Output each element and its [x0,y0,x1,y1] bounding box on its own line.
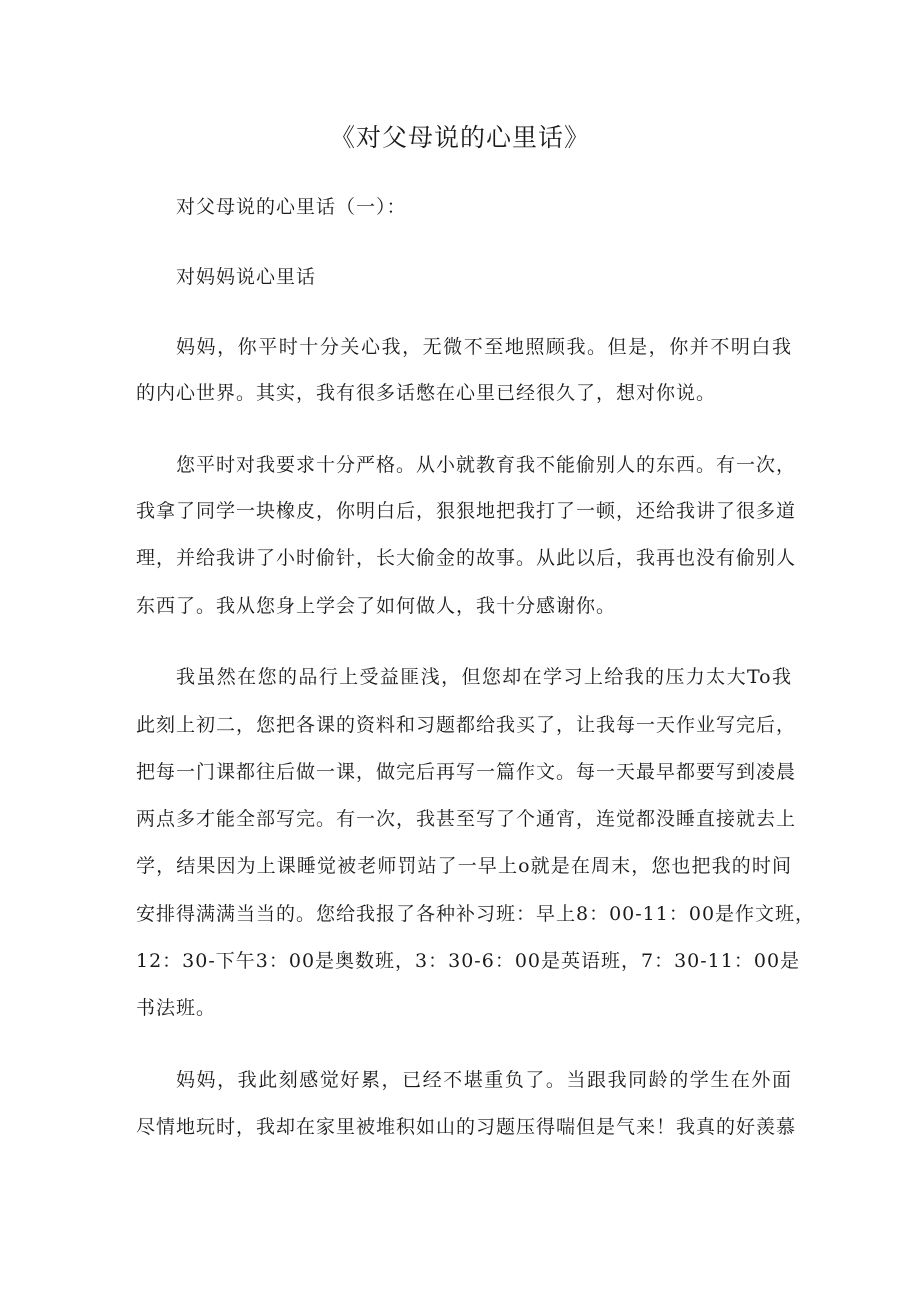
paragraph-4-line-2: 尽情地玩时，我却在家里被堆积如山的习题压得喘但是气来！我真的好羡慕 [136,1116,797,1138]
paragraph-2-line-1: 您平时对我要求十分严格。从小就教育我不能偷别人的东西。有一次， [176,454,797,476]
paragraph-2-line-4: 东西了。我从您身上学会了如何做人，我十分感谢你。 [136,595,617,617]
section-heading: 对妈妈说心里话 [176,266,317,288]
paragraph-2-line-3: 理，并给我讲了小时偷针，长大偷金的故事。从此以后，我再也没有偷别人 [136,547,797,569]
paragraph-3-line-1: 我虽然在您的品行上受益匪浅，但您却在学习上给我的压力太大To我 [176,666,792,688]
paragraph-1-line-1: 妈妈，你平时十分关心我，无微不至地照顾我。但是，你并不明白我 [176,336,792,358]
paragraph-3-line-6: 安排得满满当当的。您给我报了各种补习班：早上8：00-11：00是作文班， [136,903,816,925]
paragraph-2-line-2: 我拿了同学一块橡皮，你明白后，狠狠地把我打了一顿，还给我讲了很多道 [136,500,797,522]
paragraph-3-line-7: 12：30-下午3：00是奥数班，3：30-6：00是英语班，7：30-11：00是 [136,950,801,972]
section-subtitle: 对父母说的心里话（一）： [176,196,407,218]
paragraph-3-line-3: 把每一门课都往后做一课，做完后再写一篇作文。每一天最早都要写到凌晨 [136,761,797,783]
paragraph-3-line-2: 此刻上初二，您把各课的资料和习题都给我买了，让我每一天作业写完后， [136,714,797,736]
document-title: 《对父母说的心里话》 [329,123,590,152]
paragraph-3-line-5: 学，结果因为上课睡觉被老师罚站了一早上o就是在周末，您也把我的时间 [136,855,792,877]
paragraph-3-line-8: 书法班。 [136,997,217,1019]
paragraph-1-line-2: 的内心世界。其实，我有很多话憋在心里已经很久了，想对你说。 [136,382,717,404]
paragraph-4-line-1: 妈妈，我此刻感觉好累，已经不堪重负了。当跟我同龄的学生在外面 [176,1069,792,1091]
paragraph-3-line-4: 两点多才能全部写完。有一次，我甚至写了个通宵，连觉都没睡直接就去上 [136,808,797,830]
